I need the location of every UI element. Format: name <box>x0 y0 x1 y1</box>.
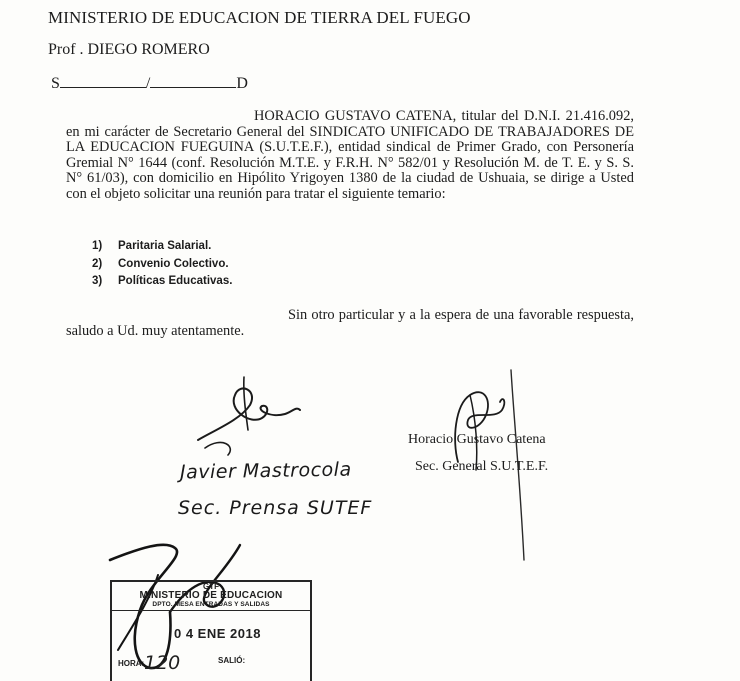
agenda-item: 1) Paritaria Salarial. <box>92 240 212 252</box>
recipient-line: Prof . DIEGO ROMERO <box>48 41 210 58</box>
signatory-role: Sec. General S.U.T.E.F. <box>415 459 549 474</box>
stamp-hora-value: 120 <box>144 652 181 674</box>
sd-slash: / <box>145 75 151 92</box>
stamp-gtf: GTF <box>203 582 219 591</box>
stamp-salio-label: SALIÓ: <box>218 656 246 665</box>
reception-stamp <box>110 580 312 681</box>
ministry-heading: MINISTERIO DE EDUCACION DE TIERRA DEL FUEGO <box>48 8 471 27</box>
agenda-item: 3) Políticas Educativas. <box>92 275 233 287</box>
closing-paragraph: Sin otro particular y a la espera de una favorable respuesta, saludo a Ud. muy atentamente. <box>66 307 634 339</box>
left-handwritten-role: Sec. Prensa SUTEF <box>178 497 373 519</box>
signatory-name: Horacio Gustavo Catena <box>408 432 546 447</box>
right-signature-scribble <box>455 392 504 462</box>
stamp-divider <box>112 610 310 611</box>
agenda-item: 2) Convenio Colectivo. <box>92 257 229 270</box>
stamp-hora-label: HORA: <box>118 659 145 668</box>
sender-name: HORACIO GUSTAVO CATENA <box>254 108 453 124</box>
sd-d: D <box>236 75 248 92</box>
stamp-department: DPTO. MESA ENTRADAS Y SALIDAS <box>152 601 270 608</box>
stamp-date: 0 4 ENE 2018 <box>174 626 261 641</box>
body-rest: , titular del D.N.I. 21.416.092, en mi carácter de Secretario General del SINDICATO UNIFICADO DE TRABAJADORES DE LA EDUCACION FUEGUINA (S.U.T.E.F.), entidad sindical de Primer Grado, con Personería Gremial N° 1644 (conf. Resolución M.T.E. y F.R.H. N° 582/01 y Resolución M. de T. E. y S. S. N° 61/03), con domicilio en Hipólito Yrigoyen 1380 de la ciudad de Ushuaia, se dirige a Usted con el objeto solicitar una reunión para tratar el siguiente temario: <box>66 108 634 202</box>
stamp-ministry: MINISTERIO DE EDUCACION <box>139 590 283 601</box>
left-signature-scribble <box>198 388 300 440</box>
left-handwritten-name: Javier Mastrocola <box>179 458 352 484</box>
sd-s: S <box>51 75 60 92</box>
